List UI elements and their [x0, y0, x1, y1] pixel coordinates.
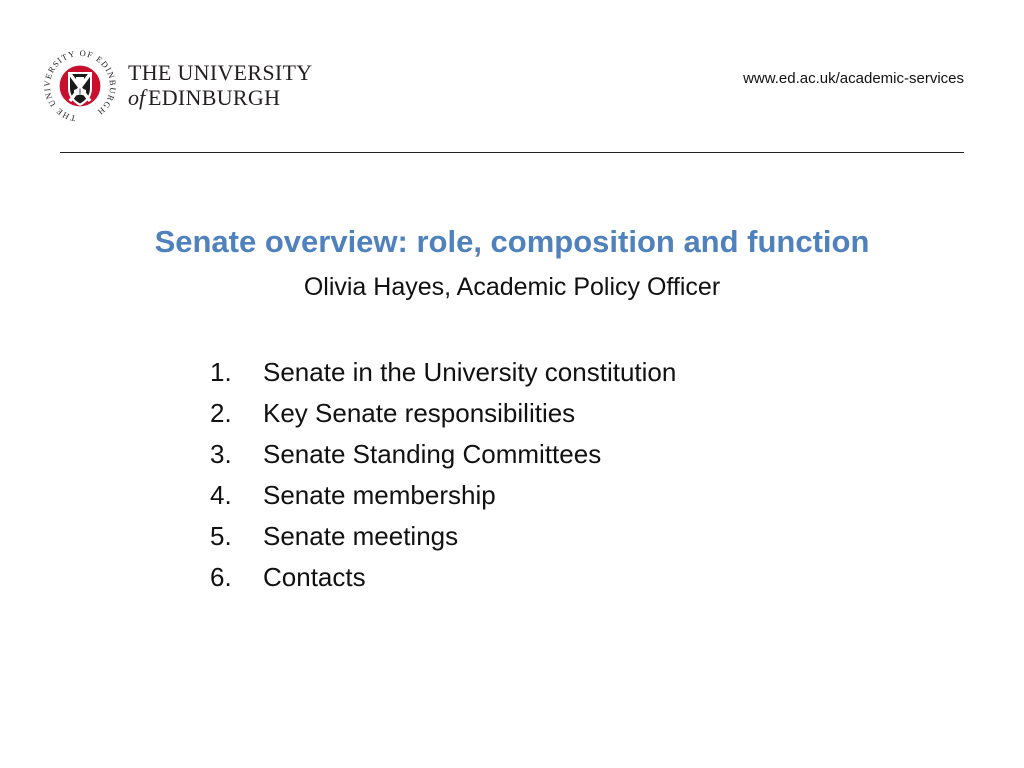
agenda-item-label: Senate in the University constitution: [263, 357, 677, 387]
svg-text:EDINBURGH: EDINBURGH: [148, 85, 281, 110]
header-divider: [60, 152, 964, 153]
agenda-list: [210, 352, 676, 598]
svg-text:of: of: [128, 85, 146, 110]
agenda-item: [210, 475, 676, 516]
agenda-item-label: Senate Standing Committees: [263, 439, 602, 469]
agenda-item-number: 3.: [210, 439, 232, 469]
agenda-item: [210, 557, 676, 598]
agenda-item: [210, 516, 676, 557]
agenda-item-label: Contacts: [263, 562, 366, 592]
agenda-item: [210, 393, 676, 434]
agenda-item: [210, 352, 676, 393]
agenda-item-number: 4.: [210, 480, 232, 510]
agenda-item: [210, 434, 676, 475]
svg-text:THE UNIVERSITY OF EDINBURGH: THE UNIVERSITY OF EDINBURGH: [42, 48, 119, 124]
slide-title: Senate overview: role, composition and function: [154, 224, 870, 259]
svg-text:THE UNIVERSITY: THE UNIVERSITY: [128, 60, 313, 85]
agenda-item-label: Senate meetings: [263, 521, 459, 551]
agenda-item-label: Senate membership: [263, 480, 496, 510]
header-url-link[interactable]: www.ed.ac.uk/academic-services: [743, 70, 964, 87]
university-crest-icon: [42, 48, 332, 124]
agenda-item-number: 5.: [210, 521, 232, 551]
slide-subtitle: Olivia Hayes, Academic Policy Officer: [303, 273, 721, 301]
agenda-item-label: Key Senate responsibilities: [263, 398, 576, 428]
agenda-item-number: 6.: [210, 562, 232, 592]
agenda-item-number: 2.: [210, 398, 232, 428]
agenda-item-number: 1.: [210, 357, 232, 387]
university-logo: [42, 48, 332, 124]
